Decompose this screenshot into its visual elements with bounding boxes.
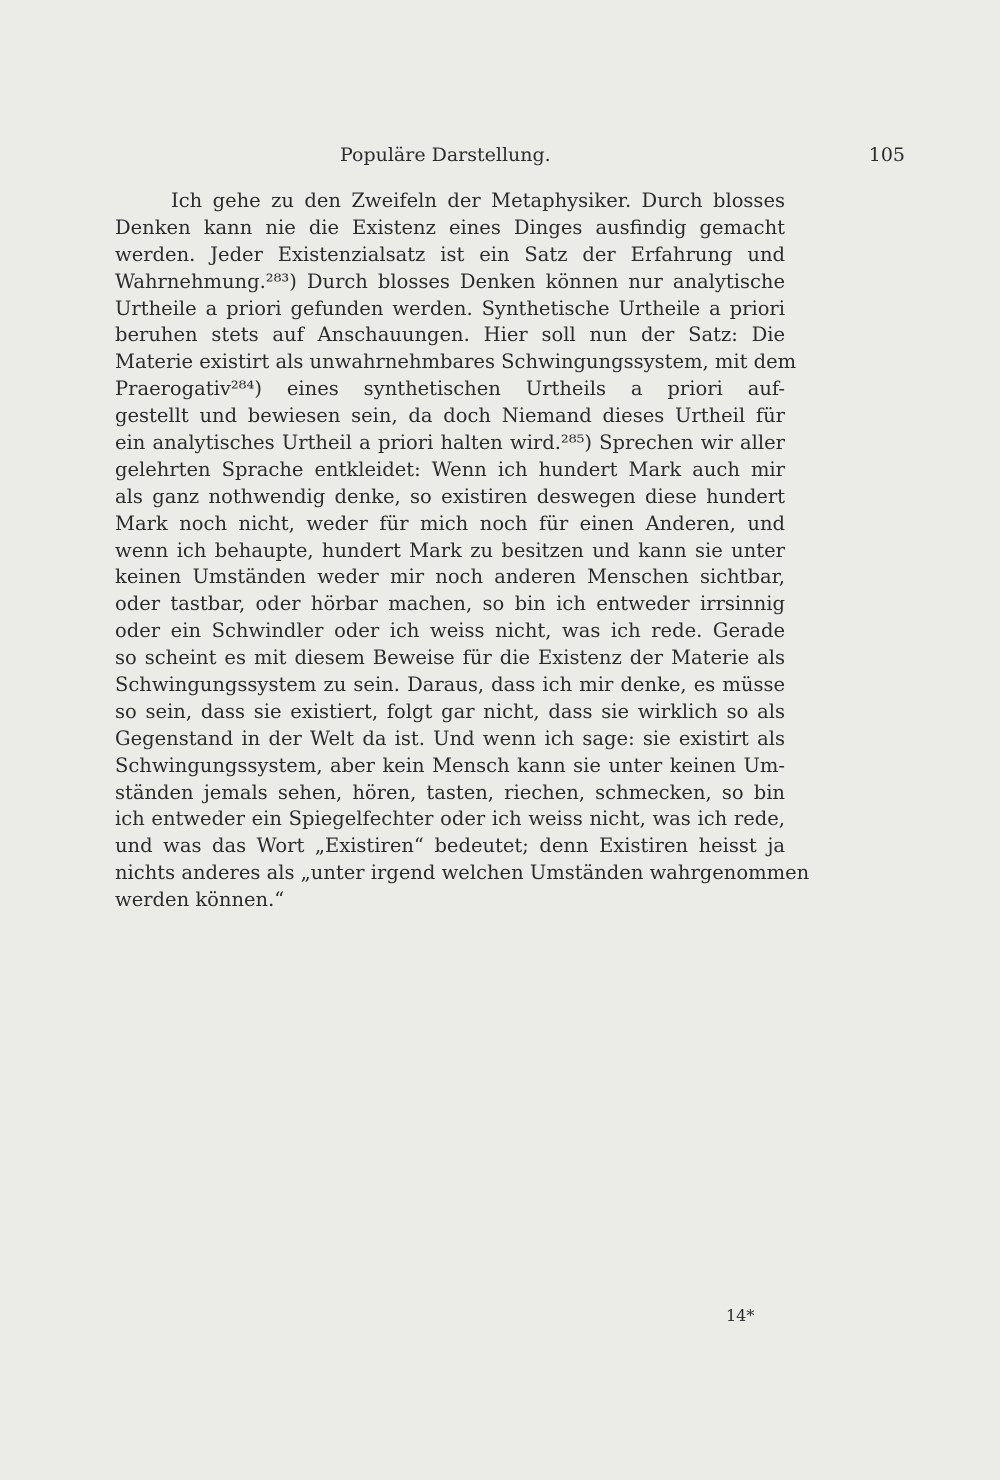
text-line: oder tastbar, oder hörbar machen, so bin ich entweder irrsinnig — [115, 592, 785, 616]
text-line: wenn ich behaupte, hundert Mark zu besitzen und kann sie unter — [115, 538, 785, 562]
text-line: Denken kann nie die Existenz eines Dinges ausfindig gemacht — [115, 215, 785, 239]
text-line: oder ein Schwindler oder ich weiss nicht, was ich rede. Gerade — [115, 619, 785, 643]
text-line: ständen jemals sehen, hören, tasten, riechen, schmecken, so bin — [115, 780, 785, 804]
text-line: ich entweder ein Spiegelfechter oder ich weiss nicht, was ich rede, — [115, 807, 785, 831]
text-line: werden. Jeder Existenzialsatz ist ein Satz der Erfahrung und — [115, 242, 785, 266]
text-line: als ganz nothwendig denke, so existiren deswegen diese hundert — [115, 484, 785, 508]
text-line: Praerogativ²⁸⁴) eines synthetischen Urtheils a priori auf- — [115, 377, 785, 401]
text-line: Urtheile a priori gefunden werden. Synthetische Urtheile a priori — [115, 296, 785, 320]
text-line: ein analytisches Urtheil a priori halten wird.²⁸⁵) Sprechen wir aller — [115, 431, 785, 455]
text-line: Mark noch nicht, weder für mich noch für einen Anderen, und — [115, 511, 785, 535]
text-line: so scheint es mit diesem Beweise für die Existenz der Materie als — [115, 646, 785, 670]
text-line: Schwingungssystem zu sein. Daraus, dass ich mir denke, es müsse — [115, 673, 785, 697]
text-line: werden können.“ — [115, 888, 285, 912]
page-number: 105 — [868, 144, 905, 166]
text-line: nichts anderes als „unter irgend welchen Umständen wahrgenommen — [115, 861, 810, 885]
text-line: Wahrnehmung.²⁸³) Durch blosses Denken können nur analytische — [115, 269, 785, 293]
text-line: keinen Umständen weder mir noch anderen Menschen sichtbar, — [115, 565, 785, 589]
text-line: Ich gehe zu den Zweifeln der Metaphysiker. Durch blosses — [171, 189, 785, 212]
text-line: beruhen stets auf Anschauungen. Hier soll nun der Satz: Die — [115, 323, 785, 347]
text-line: Schwingungssystem, aber kein Mensch kann sie unter keinen Um- — [115, 753, 785, 777]
text-line: Gegenstand in der Welt da ist. Und wenn ich sage: sie existirt als — [115, 726, 785, 750]
running-title: Populäre Darstellung. — [340, 144, 551, 166]
text-line: und was das Wort „Existiren“ bedeutet; denn Existiren heisst ja — [115, 834, 785, 858]
signature-mark: 14* — [726, 1306, 755, 1325]
text-line: Materie existirt als unwahrnehmbares Schwingungssystem, mit dem — [115, 350, 797, 374]
text-line: gestellt und bewiesen sein, da doch Niemand dieses Urtheil für — [115, 404, 785, 428]
text-line: so sein, dass sie existiert, folgt gar nicht, dass sie wirklich so als — [115, 699, 785, 723]
body-paragraph — [115, 188, 810, 914]
text-line: gelehrten Sprache entkleidet: Wenn ich hundert Mark auch mir — [115, 457, 785, 481]
running-header — [115, 142, 905, 168]
